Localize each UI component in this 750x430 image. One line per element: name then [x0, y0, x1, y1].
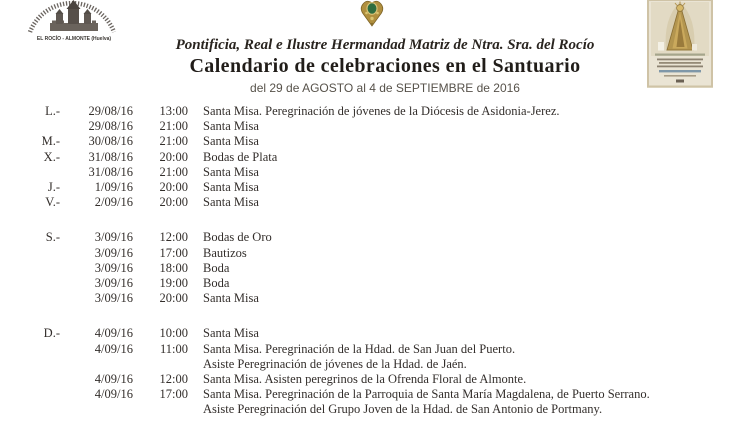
- description-cell: [188, 119, 742, 134]
- time-cell: 17:00: [159, 387, 188, 402]
- description-line: Santa Misa: [203, 291, 259, 306]
- date-cell: 3/09/16: [94, 291, 133, 306]
- schedule-group-weekdays: [38, 104, 742, 210]
- time-cell: 13:00: [159, 104, 188, 118]
- description-cell: [188, 104, 742, 119]
- table-row: [38, 104, 742, 119]
- description-cell: [188, 342, 742, 372]
- description-line: Santa Misa: [203, 180, 259, 195]
- description-line: Boda: [203, 260, 230, 275]
- description-cell: [188, 276, 742, 291]
- celebrations-schedule: [38, 104, 742, 418]
- description-cell: [188, 291, 742, 306]
- description-line: Asiste Peregrinación del Grupo Joven de la Hdad. de San Antonio de Portmany.: [203, 402, 603, 417]
- day-label: J.-: [47, 180, 60, 195]
- day-label: [38, 291, 60, 306]
- table-row: [38, 372, 742, 387]
- description-line: Santa Misa: [203, 195, 259, 210]
- time-cell: 19:00: [159, 276, 188, 291]
- day-label: D.-: [43, 326, 60, 341]
- description-cell: [188, 165, 742, 180]
- day-label: [38, 372, 60, 387]
- description-line: Bodas de Plata: [203, 149, 278, 164]
- day-label: [38, 387, 60, 417]
- table-row: [38, 387, 742, 417]
- date-cell: 30/08/16: [88, 134, 133, 149]
- date-cell: 4/09/16: [94, 372, 133, 387]
- date-cell: 3/09/16: [94, 260, 133, 275]
- time-cell: 20:00: [159, 149, 188, 164]
- date-cell: 2/09/16: [94, 195, 133, 210]
- time-cell: 21:00: [159, 119, 188, 134]
- medallion-icon: [354, 0, 390, 32]
- time-cell: 21:00: [159, 134, 188, 149]
- date-cell: 3/09/16: [94, 230, 133, 245]
- description-line: Santa Misa. Asisten peregrinos de la Ofrenda Floral de Almonte.: [203, 372, 527, 387]
- table-row: [38, 230, 742, 245]
- table-row: [38, 246, 742, 261]
- description-cell: [188, 195, 742, 210]
- day-label: [38, 261, 60, 276]
- table-row: [38, 261, 742, 276]
- description-cell: [188, 134, 742, 149]
- description-line: Santa Misa: [203, 134, 259, 149]
- date-cell: 31/08/16: [88, 149, 133, 164]
- description-cell: [188, 326, 742, 341]
- description-line: Bodas de Oro: [203, 230, 272, 245]
- day-label: S.-: [45, 230, 60, 245]
- table-row: [38, 134, 742, 149]
- description-line: Bautizos: [203, 245, 247, 260]
- table-row: [38, 195, 742, 210]
- table-row: [38, 119, 742, 134]
- table-row: [38, 342, 742, 372]
- schedule-group-saturday: [38, 230, 742, 306]
- time-cell: 20:00: [159, 180, 188, 195]
- description-cell: [188, 180, 742, 195]
- page-title: Calendario de celebraciones en el Santuario: [189, 55, 581, 77]
- header-titles: [40, 37, 730, 95]
- table-row: [38, 326, 742, 341]
- description-line: Santa Misa. Peregrinación de la Parroquia de Santa María Magdalena, de Puerto Serrano.: [203, 387, 650, 402]
- description-cell: [188, 372, 742, 387]
- description-line: Santa Misa: [203, 326, 259, 341]
- description-line: Santa Misa. Peregrinación de la Hdad. de San Juan del Puerto.: [203, 341, 516, 356]
- table-row: [38, 291, 742, 306]
- date-cell: 3/09/16: [94, 276, 133, 291]
- date-cell: 4/09/16: [94, 326, 133, 341]
- date-cell: 29/08/16: [88, 104, 133, 118]
- table-row: [38, 150, 742, 165]
- time-cell: 10:00: [159, 326, 188, 341]
- description-cell: [188, 261, 742, 276]
- time-cell: 12:00: [159, 372, 188, 387]
- time-cell: 12:00: [159, 230, 188, 245]
- day-label: M.-: [41, 134, 60, 149]
- day-label: [38, 276, 60, 291]
- description-line: Santa Misa. Peregrinación de jóvenes de la Diócesis de Asidonia-Jerez.: [203, 104, 560, 118]
- date-range-subtitle: del 29 de AGOSTO al 4 de SEPTIEMBRE de 2016: [250, 81, 520, 95]
- time-cell: 20:00: [159, 291, 188, 306]
- schedule-group-sunday: [38, 326, 742, 417]
- day-label: [38, 165, 60, 180]
- date-cell: 3/09/16: [94, 245, 133, 260]
- day-label: [38, 119, 60, 134]
- day-label: L.-: [45, 104, 60, 118]
- description-line: Santa Misa: [203, 164, 259, 179]
- table-row: [38, 180, 742, 195]
- description-cell: [188, 387, 742, 417]
- organization-title: Pontificia, Real e Ilustre Hermandad Matriz de Ntra. Sra. del Rocío: [175, 37, 595, 53]
- date-cell: 29/08/16: [88, 119, 133, 134]
- date-cell: 4/09/16: [94, 387, 133, 402]
- description-line: Boda: [203, 276, 230, 291]
- description-line: Asiste Peregrinación de jóvenes de la Hdad. de Jaén.: [203, 356, 467, 371]
- time-cell: 18:00: [159, 260, 188, 275]
- description-cell: [188, 246, 742, 261]
- date-cell: 1/09/16: [94, 180, 133, 195]
- day-label: [38, 342, 60, 372]
- date-cell: 31/08/16: [88, 164, 133, 179]
- seal-caption: EL ROCÍO - ALMONTE (Huelva): [36, 36, 112, 42]
- table-row: [38, 165, 742, 180]
- day-label: X.-: [43, 149, 60, 164]
- time-cell: 11:00: [159, 341, 188, 356]
- date-cell: 4/09/16: [94, 341, 133, 356]
- description-line: Santa Misa: [203, 119, 259, 134]
- day-label: [38, 246, 60, 261]
- description-cell: [188, 230, 742, 245]
- day-label: V.-: [45, 195, 60, 210]
- time-cell: 20:00: [159, 195, 188, 210]
- table-row: [38, 276, 742, 291]
- time-cell: 21:00: [159, 164, 188, 179]
- time-cell: 17:00: [159, 245, 188, 260]
- description-cell: [188, 150, 742, 165]
